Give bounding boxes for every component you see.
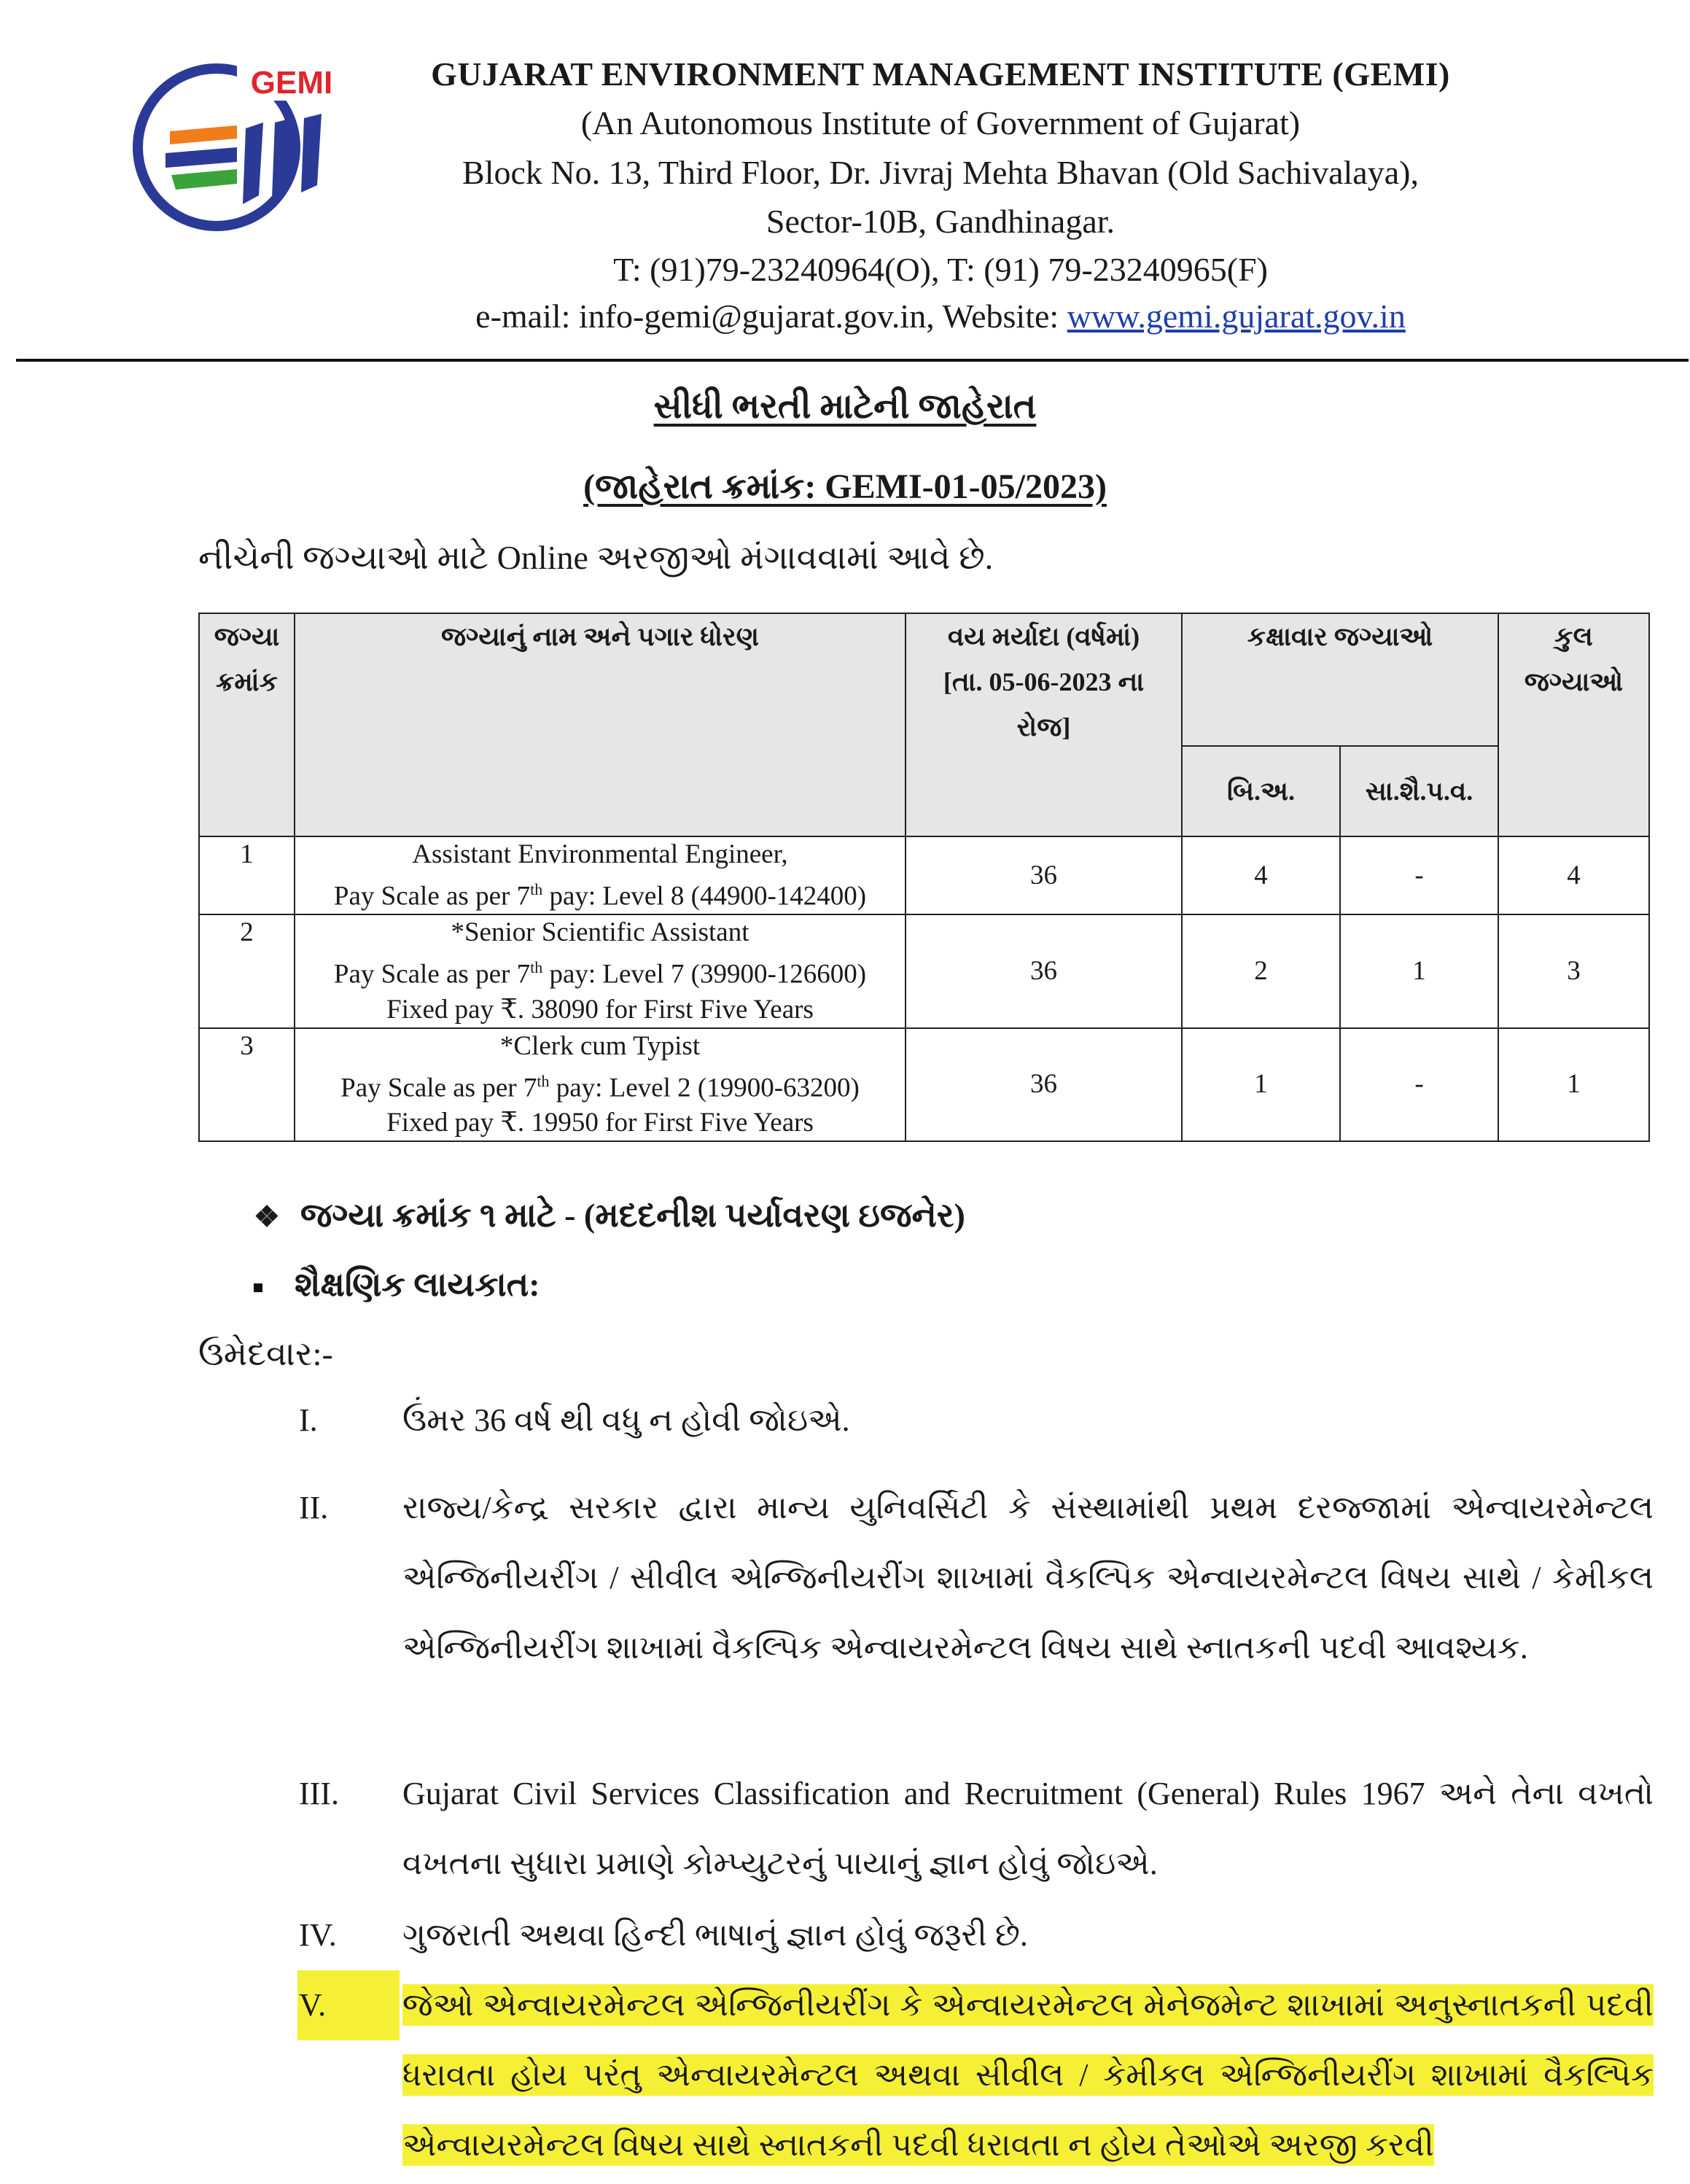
row-ur: 1 [1182,1028,1340,1141]
list-item [299,1900,1654,1970]
logo-text: GEMI [250,65,333,101]
row-age: 36 [906,1028,1182,1141]
table-row [199,1028,1649,1141]
list-item-highlighted [299,1970,1654,2180]
item-number: II. [299,1490,329,1526]
header-unreserved: બિ.અ. [1182,746,1340,836]
header-divider [16,359,1689,362]
item-text: રાજ્ય/કેન્દ્ર સરકાર દ્વારા માન્ય યુનિવર્સિટી કે સંસ્થામાંથી પ્રથમ દરજ્જામાં એન્વાયરમેન્ટલ એન્જિનીયરીંગ / સીવીલ એન્જિનીયરીંગ શાખામાં વૈકલ્પિક એન્વાયરમેન્ટલ વિષય સાથે / કેમીકલ એન્જિનીયરીંગ શાખામાં વૈકલ્પિક એન્વાયરમેન્ટલ વિષય સાથે સ્નાતકની પદવી આવશ્યક. [402,1490,1654,1666]
table-row [199,914,1649,1027]
list-item [299,1473,1654,1683]
item-number: III. [299,1776,339,1811]
org-name: GUJARAT ENVIRONMENT MANAGEMENT INSTITUTE (GEMI) [431,55,1450,93]
row-post: Assistant Environmental Engineer, Pay Scale as per 7th pay: Level 8 (44900-142400) [295,836,906,914]
item-text: Gujarat Civil Services Classification and Recruitment (General) Rules 1967 અને તેના વખતો વખતના સુધારા પ્રમાણે કોમ્પ્યુટરનું પાયાનું જ્ઞાન હોવું જોઇએ. [402,1776,1654,1881]
header-total: કુલ જગ્યાઓ [1498,613,1649,836]
square-bullet-icon [254,1283,262,1292]
table-header-row [199,613,1649,746]
header-post-name: જગ્યાનું નામ અને પગાર ધોરણ [295,613,906,836]
website-link[interactable]: www.gemi.gujarat.gov.in [1067,298,1406,335]
notice-title: સીધી ભરતી માટેની જાહેરાત [653,387,1037,426]
row-sr: 3 [199,1028,295,1141]
row-ur: 2 [1182,914,1340,1027]
row-total: 3 [1498,914,1649,1027]
row-total: 1 [1498,1028,1649,1141]
org-subtitle: (An Autonomous Institute of Government of Gujarat) [580,104,1301,141]
address-line-2: Sector-10B, Gandhinagar. [766,203,1115,240]
letterhead [0,0,1690,361]
diamond-bullet-icon: ❖ [254,1200,280,1233]
row-sr: 2 [199,914,295,1027]
candidate-label: ઉમેદવાર:- [198,1335,333,1372]
table-row [199,836,1649,914]
list-item [299,1759,1654,1899]
intro-text: નીચેની જગ્યાઓ માટે Online અરજીઓ મંગાવવામાં આવે છે. [198,539,994,576]
row-post: *Clerk cum Typist Pay Scale as per 7th pay: Level 2 (19900-63200) Fixed pay ₹. 19950 for First Five Years [295,1028,906,1141]
row-age: 36 [906,914,1182,1027]
list-item [299,1386,1654,1456]
row-post: *Senior Scientific Assistant Pay Scale as per 7th pay: Level 7 (39900-126600) Fixed pay ₹. 38090 for First Five Years [295,914,906,1027]
row-sebc: - [1340,836,1498,914]
item-number: I. [299,1402,318,1438]
item-text: ગુજરાતી અથવા હિન્દી ભાષાનું જ્ઞાન હોવું જરૂરી છે. [402,1917,1028,1953]
row-age: 36 [906,836,1182,914]
email-text: e-mail: info-gemi@gujarat.gov.in, Website: [475,298,1067,335]
header-sebc: સા.શૈ.પ.વ. [1340,746,1498,836]
header-category: કક્ષાવાર જગ્યાઓ [1182,613,1498,746]
posts-table [198,613,1650,1142]
contact-line [321,297,1560,335]
row-total: 4 [1498,836,1649,914]
row-sr: 1 [199,836,295,914]
phone-line: T: (91)79-23240964(O), T: (91) 79-23240965(F) [613,251,1268,288]
item-text: ઉંમર 36 વર્ષ થી વધુ ન હોવી જોઇએ. [402,1402,850,1438]
item-number: V. [297,1970,400,2040]
item-number: IV. [299,1917,337,1953]
post-1-heading: ❖ જગ્યા ક્રમાંક ૧ માટે - (મદદનીશ પર્યાવરણ ઇજનેર) [254,1197,965,1234]
header-sr: જગ્યા ક્રમાંક [199,613,295,836]
row-ur: 4 [1182,836,1340,914]
advertisement-number: (જાહેરાત ક્રમાંક: GEMI-01-05/2023) [583,467,1107,506]
header-age-limit: વય મર્યાદા (વર્ષમાં) [તા. 05-06-2023 ના રોજ] [906,613,1182,836]
row-sebc: - [1340,1028,1498,1141]
address-line-1: Block No. 13, Third Floor, Dr. Jivraj Mehta Bhavan (Old Sachivalaya), [462,154,1419,191]
item-text: જેઓ એન્વાયરમેન્ટલ એન્જિનીયરીંગ કે એન્વાયરમેન્ટલ મેનેજમેન્ટ શાખામાં અનુસ્નાતકની પદવી ધરાવતા હોય પરંતુ એન્વાયરમેન્ટલ અથવા સીવીલ / કેમીકલ એન્જિનીયરીંગ શાખામાં વૈકલ્પિક એન્વાયરમેન્ટલ વિષય સાથે સ્નાતકની પદવી ધરાવતા ન હોય તેઓએ અરજી કરવી [402,1970,1654,2180]
row-sebc: 1 [1340,914,1498,1027]
qualification-heading: શૈક્ષણિક લાયકાત: [254,1265,540,1305]
